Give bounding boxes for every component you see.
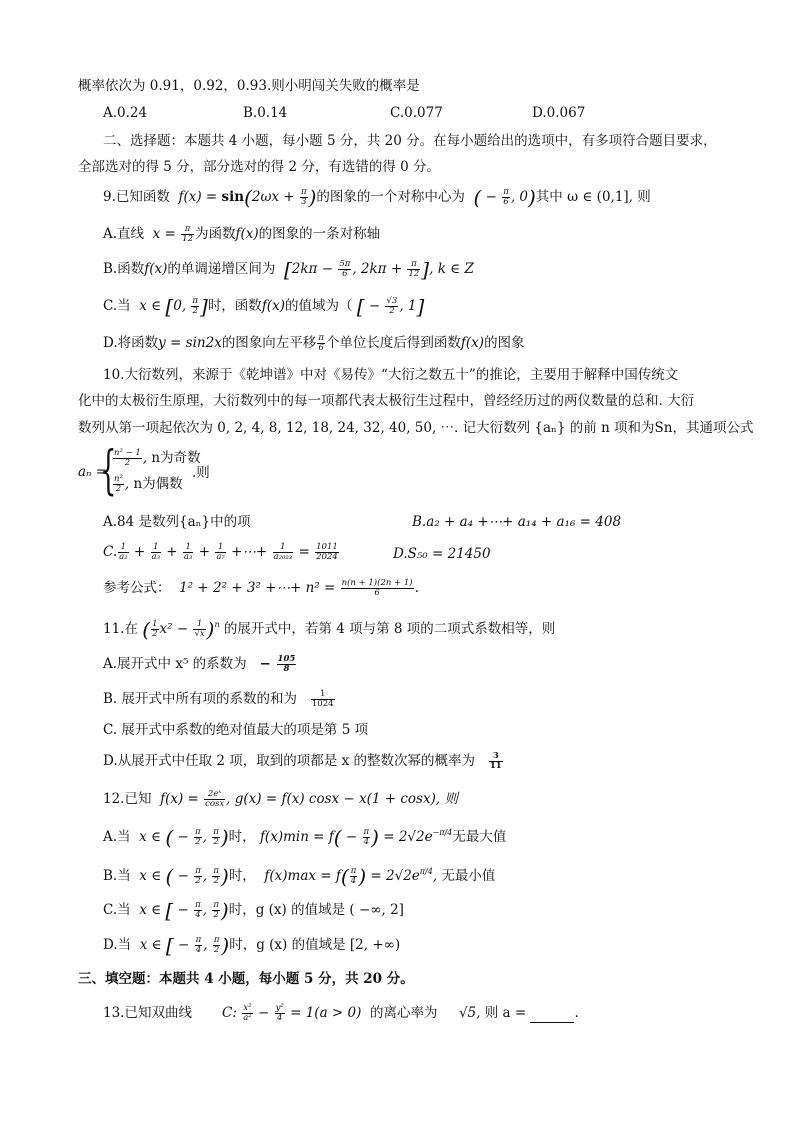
q11-option-d bbox=[103, 751, 504, 771]
q12-b-interval: x ∈ ( − $\frac{\pi}{2}$ , $\frac{\pi}{2}$ ) bbox=[135, 864, 229, 889]
q8-option-d: D.0.067 bbox=[532, 105, 586, 121]
q13-answer-blank[interactable] bbox=[530, 1008, 574, 1023]
q9-a-fx: f(x) bbox=[235, 226, 259, 242]
q12-d-text: 时，g (x) 的值域是 [2, +∞) bbox=[229, 937, 401, 953]
q8-option-b: B.0.14 bbox=[243, 105, 288, 121]
q11-a-text: A.展开式中 x⁵ 的系数为 bbox=[103, 656, 247, 672]
q12-prefix: 12.已知 bbox=[103, 791, 152, 807]
reference-formula: 参考公式： 1² + 2² + 3² +⋯+ n² = $\frac{n(n + 1)(2n + 1)}{6}$ . bbox=[103, 578, 419, 598]
q9-d-tail: 的图象 bbox=[484, 335, 525, 351]
q11-a-value: − $\frac{105}{8}$ bbox=[259, 654, 296, 674]
ref-label: 参考公式： bbox=[103, 580, 171, 596]
q10-option-a: A.84 是数列{aₙ}中的项 bbox=[103, 514, 251, 530]
q12-d-interval: x ∈ [ − $\frac{\pi}{4}$ , $\frac{\pi}{2}$ ) bbox=[135, 933, 230, 958]
q10-option-c: C. $\frac{1}{\text{a₂}}$ + $\frac{1}{\text{a₃}}$ + $\frac{1}{\text{a₃}}$ + $\frac{1}{\text{a₇}}$ +⋯+ $\frac{1}{\text{a₂₀₂₃}}$ = $\frac{1011}{2024}$ bbox=[103, 542, 338, 562]
q10-option-d: D.S₅₀ = 21450 bbox=[393, 546, 491, 562]
q12-gx-def: g(x) = f(x) cosx − x(1 + cosx), 则 bbox=[234, 791, 458, 807]
section-3-header: 三、填空题：本题共 4 小题，每小题 5 分，共 20 分。 bbox=[78, 971, 414, 987]
q9-b-domain: k ∈ Z bbox=[437, 261, 474, 277]
q12-fx-def: f(x) = $\frac{\text{2eˣ}}{\cos x}$ , bbox=[155, 789, 235, 809]
q11-d-value: $\frac{3}{11}$ bbox=[489, 751, 502, 771]
q12-option-d bbox=[103, 933, 401, 958]
q8-option-a: A.0.24 bbox=[103, 105, 148, 121]
q12-b-label: B.当 bbox=[103, 868, 131, 884]
q11-option-a bbox=[103, 654, 297, 674]
q13-stem: 13.已知双曲线 C: $\frac{\text{x²}}{\text{a²}}$ − $\frac{\text{y²}}{4}$ = 1(a > 0) 的离心率为 √5, 则 a = . bbox=[103, 1003, 579, 1023]
q10-an-label: aₙ = bbox=[78, 464, 108, 480]
q9-middle: 的图象的一个对称中心为 bbox=[316, 189, 465, 205]
q10-option-b: B.a₂ + a₄ +⋯+ a₁₄ + a₁₆ = 408 bbox=[412, 514, 622, 530]
ref-formula-lhs: 1² + 2² + 3² +⋯+ n² = bbox=[179, 580, 336, 596]
q12-b-tail: 无最小值 bbox=[441, 868, 496, 884]
q9-option-c bbox=[103, 294, 425, 319]
q10-piecewise bbox=[100, 441, 300, 501]
q11-b-value: $\frac{1}{1024}$ bbox=[311, 689, 334, 709]
q12-option-c bbox=[103, 898, 404, 923]
section-2-instructions-1: 二、选择题：本题共 4 小题，每小题 5 分，共 20 分。在每小题给出的选项中，有多项符合题目要求， bbox=[103, 133, 717, 149]
q13-eccentricity: √5, bbox=[458, 1005, 485, 1021]
q9-c-text: 时，函数 bbox=[207, 298, 262, 314]
q9-option-a bbox=[103, 224, 380, 244]
q8-stem-tail: 概率依次为 0.91，0.92，0.93.则小明闯关失败的概率是 bbox=[78, 78, 420, 94]
q9-prefix: 9.已知函数 bbox=[103, 189, 170, 205]
q10-stem-2: 化中的太极衍生原理，大衍数列中的每一项都代表太极衍生过程中，曾经经历过的两仪数量的总和. 大衍 bbox=[78, 393, 695, 409]
q9-function-formula: f(x) = sin(2ωx + $\frac{\pi}{3}$ ) bbox=[174, 185, 317, 210]
q9-d-label: D.将函数 bbox=[103, 335, 159, 351]
q10-even-case: $\frac{\text{n²}}{2}$ , n为偶数 bbox=[114, 474, 183, 494]
q12-c-text: 时，g (x) 的值域是 ( −∞, 2] bbox=[228, 902, 404, 918]
q9-center-point: ( − $\frac{\pi}{6}$ , 0) bbox=[473, 185, 536, 210]
q9-suffix: 其中 ω ∈ (0,1], 则 bbox=[535, 189, 651, 205]
q11-stem bbox=[103, 615, 556, 642]
q12-stem bbox=[103, 789, 458, 809]
q12-b-formula: f(x)max = f( $\frac{\pi}{4}$ ) = $2√2e^{\pi/4}$, bbox=[264, 864, 442, 889]
q9-c-text2: 的值域为（ bbox=[284, 298, 353, 314]
q9-b-label: B.函数 bbox=[103, 261, 145, 277]
q9-c-value-range: [ − $\frac{√3}{2}$ , 1] bbox=[356, 294, 425, 319]
q9-c-label: C.当 bbox=[103, 298, 131, 314]
q11-option-b bbox=[103, 689, 336, 709]
q9-d-text: 的图象向左平移 bbox=[221, 335, 317, 351]
q12-d-label: D.当 bbox=[103, 937, 132, 953]
q11-b-text: B. 展开式中所有项的系数的和为 bbox=[103, 691, 298, 707]
q10-stem-3: 数列从第一项起依次为 0, 2, 4, 8, 12, 18, 24, 32, 40, 50, ⋯. 记大衍数列 {aₙ} 的前 n 项和为Sn，其通项公式 bbox=[78, 420, 754, 436]
section-2-instructions-2: 全部选对的得 5 分，部分选对的得 2 分，有选错的得 0 分。 bbox=[78, 159, 441, 175]
q11-option-c: C. 展开式中系数的绝对值最大的项是第 5 项 bbox=[103, 722, 369, 738]
q9-c-range: x ∈ [0, $\frac{\pi}{2}$ ] bbox=[134, 294, 208, 319]
q11-prefix: 11.在 bbox=[103, 621, 138, 637]
q10-odd-case: $\frac{\text{n² − 1}}{2}$ , n为奇数 bbox=[114, 448, 201, 468]
q9-d-y: y = sin2x bbox=[158, 335, 222, 351]
q9-a-label: A.直线 bbox=[103, 226, 145, 242]
q13-suffix: 则 a = bbox=[484, 1005, 527, 1021]
q11-d-text: D.从展开式中任取 2 项，取到的项都是 x 的整数次幂的概率为 bbox=[103, 753, 476, 769]
q9-b-fx: f(x) bbox=[144, 261, 168, 277]
q12-a-text: 时， bbox=[228, 829, 256, 845]
q9-b-interval: [2kπ − $\frac{5\pi}{6}$ , 2kπ + $\frac{\pi}{12}$ ], bbox=[283, 257, 438, 282]
q12-c-interval: x ∈ [ − $\frac{\pi}{4}$ , $\frac{\pi}{2}$ ) bbox=[134, 898, 229, 923]
q13-hyperbola: C: $\frac{\text{x²}}{\text{a²}}$ − $\frac{\text{y²}}{4}$ = 1(a > 0) bbox=[222, 1003, 362, 1023]
q9-c-fx: f(x) bbox=[261, 298, 285, 314]
q9-option-b bbox=[103, 257, 474, 282]
q11-binomial: ( $\frac{1}{2}$ x² − $\frac{1}{√x}$ )$^n$ bbox=[142, 617, 220, 642]
q12-a-formula: f(x)min = f( − $\frac{\pi}{4}$ ) = $2√2e^{-\pi/4}$ bbox=[259, 825, 453, 850]
q9-option-d bbox=[103, 333, 525, 353]
q9-a-tail: 的图象的一条对称轴 bbox=[258, 226, 381, 242]
q13-prefix: 13.已知双曲线 bbox=[103, 1005, 192, 1021]
q12-a-tail: 无最大值 bbox=[452, 829, 507, 845]
q12-a-interval: x ∈ ( − $\frac{\pi}{2}$ , $\frac{\pi}{2}$ ) bbox=[134, 825, 229, 850]
q12-a-label: A.当 bbox=[103, 829, 131, 845]
q9-a-text: 为函数 bbox=[194, 226, 236, 242]
q13-middle: 的离心率为 bbox=[369, 1005, 438, 1021]
q12-b-text: 时， bbox=[228, 868, 256, 884]
q11-suffix: 的展开式中，若第 4 项与第 8 项的二项式系数相等，则 bbox=[223, 621, 556, 637]
q9-b-text: 的单调递增区间为 bbox=[167, 261, 276, 277]
q9-d-shift: $\frac{\pi}{6}$ bbox=[318, 333, 324, 353]
q12-c-label: C.当 bbox=[103, 902, 131, 918]
q9-d-fx: f(x) bbox=[460, 335, 485, 351]
q9-d-text2: 个单位长度后得到函数 bbox=[325, 335, 461, 351]
q12-option-b bbox=[103, 862, 496, 889]
q8-option-c: C.0.077 bbox=[390, 105, 443, 121]
q9-stem bbox=[103, 185, 651, 210]
ref-formula-rhs: $\frac{n(n + 1)(2n + 1)}{6}$ bbox=[341, 578, 413, 598]
q9-a-formula: x = $\frac{\pi}{12}$ bbox=[148, 224, 193, 244]
q10-brace: { bbox=[100, 441, 117, 501]
q10-stem-1: 10.大衍数列，来源于《乾坤谱》中对《易传》“大衍之数五十”的推论，主要用于解释中国传统文 bbox=[103, 367, 679, 383]
q10-then: .则 bbox=[192, 465, 210, 481]
q12-option-a bbox=[103, 823, 507, 850]
